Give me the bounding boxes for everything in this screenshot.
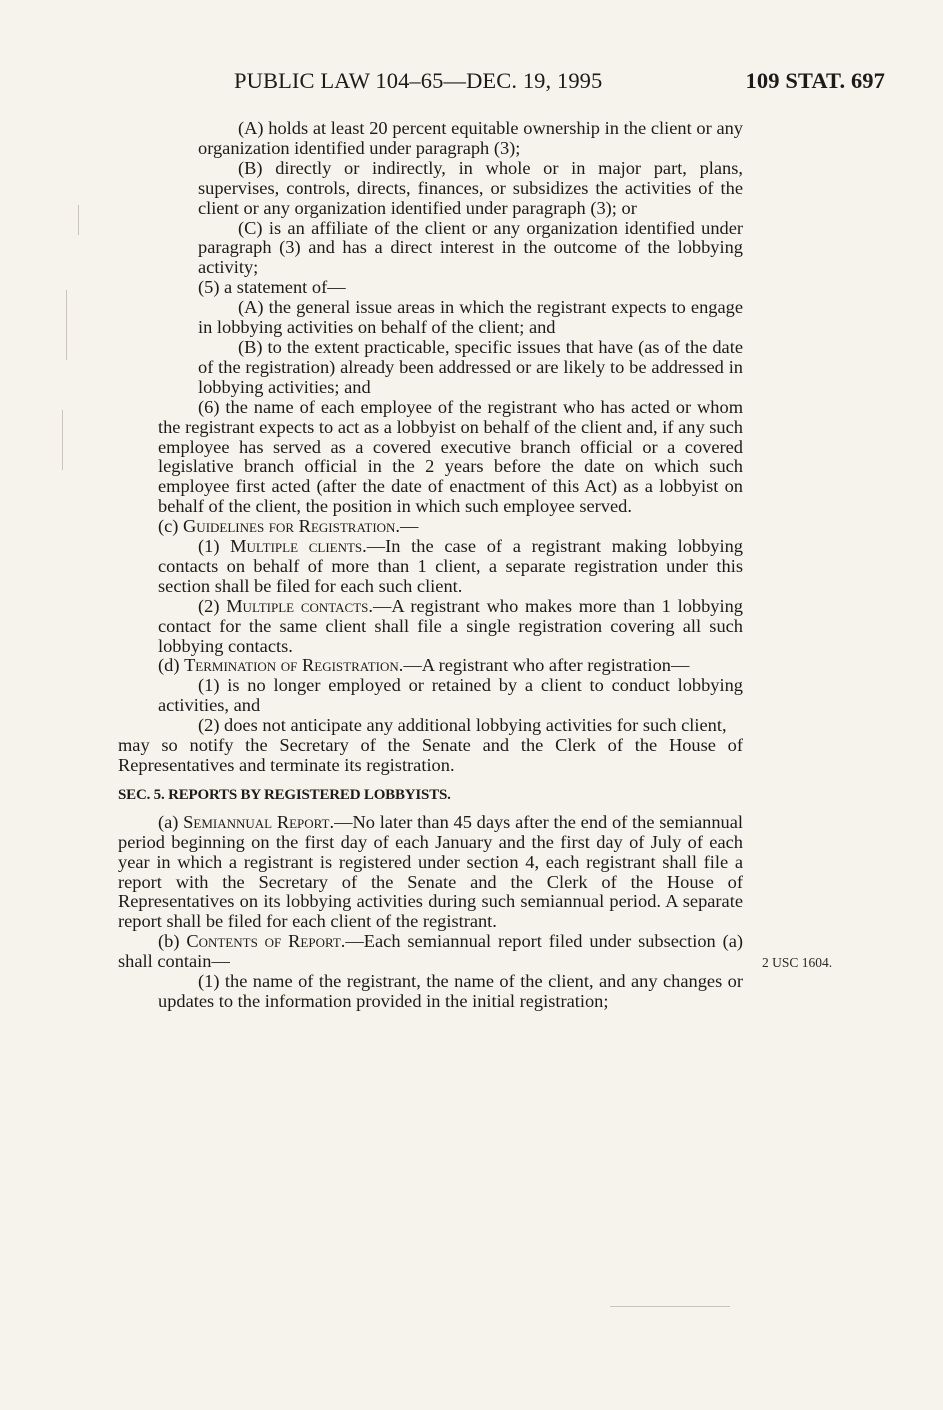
para-c-2-number: (2) bbox=[198, 595, 220, 616]
scan-artifact-line bbox=[62, 410, 63, 470]
para-d-2: (2) does not anticipate any additional lobbying activities for such client, bbox=[198, 715, 727, 736]
running-header bbox=[234, 68, 885, 104]
para-c-1-text: —In the case of a registrant making lobbying contacts on behalf of more than 1 client, a separate registration under this section shall be filed for each such client. bbox=[158, 536, 743, 596]
para-c-1-title: Multiple clients. bbox=[230, 536, 367, 557]
subsection-c-heading bbox=[118, 517, 743, 537]
para-c-1 bbox=[118, 537, 743, 597]
para-6: (6) the name of each employee of the registrant who has acted or whom the registrant expects to act as a lobbyist on behalf of the client and, if any such employee has served as a covered executive branch official or a covered legislative branch official in the 2 years before the date on which such employee first acted (after the date of enactment of this Act) as a lobbyist on behalf of the client, the position in which such employee served. bbox=[158, 396, 743, 517]
statute-body bbox=[118, 119, 743, 1012]
para-5: (5) a statement of— bbox=[198, 277, 346, 298]
section-5-b-title: Contents of Report. bbox=[186, 931, 346, 952]
scan-artifact-line bbox=[78, 205, 79, 235]
para-5-A: (A) the general issue areas in which the registrant expects to engage in lobbying activities on behalf of the client; and bbox=[198, 297, 743, 338]
section-5-b-number: (b) bbox=[158, 931, 180, 952]
subsection-c-number: (c) bbox=[158, 516, 179, 537]
section-5-b-text: —Each semiannual report filed under subsection (a) shall contain— bbox=[118, 931, 743, 972]
subsection-d-number: (d) bbox=[158, 655, 180, 676]
section-5-a-title: Semiannual Report. bbox=[183, 811, 335, 832]
para-c-1-number: (1) bbox=[198, 536, 220, 557]
subsection-d bbox=[118, 656, 743, 676]
scan-artifact-line bbox=[610, 1306, 730, 1307]
section-5-a-number: (a) bbox=[158, 811, 179, 832]
para-5-B: (B) to the extent practicable, specific issues that have (as of the date of the registration) already been addressed or are likely to be addressed in lobbying activities; and bbox=[198, 336, 743, 397]
para-4-B: (B) directly or indirectly, in whole or in major part, plans, supervises, controls, directs, finances, or subsidizes the activities of the client or any organization identified under paragraph (3); or bbox=[198, 157, 743, 218]
section-5-heading: SEC. 5. REPORTS BY REGISTERED LOBBYISTS. bbox=[118, 786, 451, 803]
para-d-1: (1) is no longer employed or retained by a client to conduct lobbying activities, and bbox=[158, 675, 743, 716]
subsection-d-closing: may so notify the Secretary of the Senate and the Clerk of the House of Representatives and terminate its registration. bbox=[118, 735, 743, 775]
para-4-C: (C) is an affiliate of the client or any organization identified under paragraph (3) and has a direct interest in the outcome of the lobbying activity; bbox=[198, 217, 743, 278]
para-c-2-text: —A registrant who makes more than 1 lobbying contact for the same client shall file a single registration covering all such lobbying contacts. bbox=[158, 595, 743, 656]
section-5-b bbox=[118, 932, 743, 972]
para-c-2-title: Multiple contacts. bbox=[226, 595, 373, 616]
subsection-c-title: Guidelines for Registration. bbox=[183, 516, 401, 537]
public-law-citation: PUBLIC LAW 104–65—DEC. 19, 1995 bbox=[234, 68, 603, 93]
para-4-A: (A) holds at least 20 percent equitable ownership in the client or any organization identified under paragraph (3); bbox=[198, 118, 743, 158]
scan-artifact-line bbox=[66, 290, 67, 360]
subsection-d-text: —A registrant who after registration— bbox=[403, 655, 690, 676]
usc-margin-note: 2 USC 1604. bbox=[762, 955, 833, 970]
section-5-a bbox=[118, 813, 743, 932]
statute-page-number: 109 STAT. 697 bbox=[745, 68, 885, 93]
section-5-a-text: —No later than 45 days after the end of the semiannual period beginning on the first day of each January and the first day of July of each year in which a registrant is registered under section 4, each registrant shall file a report with the Secretary of the Senate and the Clerk of the House of Representatives on its lobbying activities during such semiannual period. A separate report shall be filed for each client of the registrant. bbox=[118, 811, 743, 932]
section-5-b-1: (1) the name of the registrant, the name of the client, and any changes or updates to the information provided in the initial registration; bbox=[158, 971, 743, 1011]
subsection-c-text: — bbox=[400, 516, 419, 537]
para-c-2 bbox=[118, 597, 743, 657]
subsection-d-title: Termination of Registration. bbox=[184, 655, 404, 676]
